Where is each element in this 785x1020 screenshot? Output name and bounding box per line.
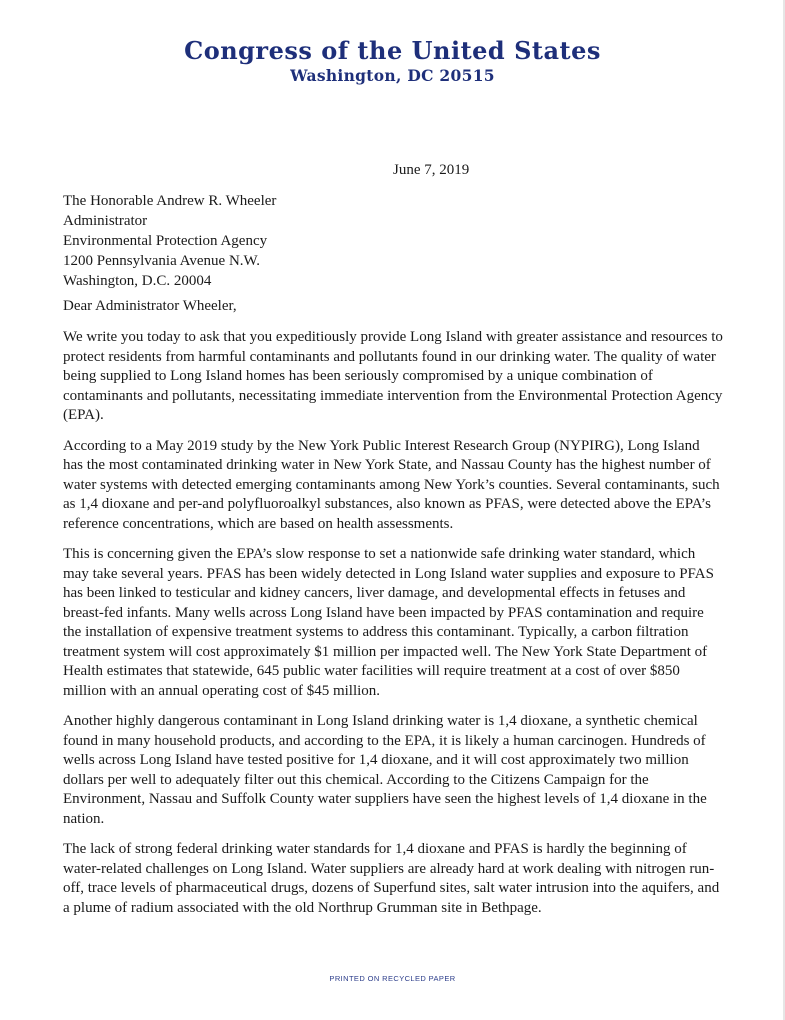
- body-paragraph: Another highly dangerous contaminant in Long Island drinking water is 1,4 dioxane, a synthetic chemical found in many household products, and according to the EPA, it is likely a human carcinogen. Hundreds of wells across Long Island have tested positive for 1,4 dioxane, and it will cost approximately two million dollars per well to adequately filter out this chemical. According to the Citizens Campaign for the Environment, Nassau and Suffolk County water suppliers have seen the highest levels of 1,4 dioxane in the nation.: [63, 713, 707, 827]
- letter-body: [63, 328, 723, 929]
- addressee-street: 1200 Pennsylvania Avenue N.W.: [63, 253, 261, 269]
- addressee-title: Administrator: [63, 213, 148, 229]
- letterhead-address: Washington, DC 20515: [290, 66, 495, 85]
- recycled-paper-footer: PRINTED ON RECYCLED PAPER: [329, 974, 456, 983]
- addressee-name: The Honorable Andrew R. Wheeler: [63, 193, 277, 209]
- body-paragraph: The lack of strong federal drinking water standards for 1,4 dioxane and PFAS is hardly the beginning of water-related challenges on Long Island. Water suppliers are already hard at work dealing with nitrogen run-off, trace levels of pharmaceutical drugs, dozens of Superfund sites, salt water intrusion into the aquifers, and a plume of radium associated with the old Northrup Grumman site in Bethpage.: [63, 841, 720, 916]
- addressee-block: [63, 191, 276, 291]
- body-paragraph: According to a May 2019 study by the New York Public Interest Research Group (NYPIRG), Long Island has the most contaminated drinking water in New York State, and Nassau County has the highest number of water systems with detected emerging contaminants among New York’s counties. Several contaminants, such as 1,4 dioxane and per-and polyfluoroalkyl substances, also known as PFAS, were detected above the EPA’s reference concentrations, which are based on health assessments.: [63, 437, 720, 532]
- addressee-city: Washington, D.C. 20004: [63, 273, 212, 289]
- letterhead-title: Congress of the United States: [184, 36, 601, 65]
- addressee-agency: Environmental Protection Agency: [63, 233, 268, 249]
- body-paragraph: This is concerning given the EPA’s slow response to set a nationwide safe drinking water standard, which may take several years. PFAS has been widely detected in Long Island water supplies and exposure to PFAS has been linked to testicular and kidney cancers, liver damage, and developmental effects in fetuses and breast-fed infants. Many wells across Long Island have been impacted by PFAS contamination and require the installation of expensive treatment systems to address this contaminant. Typically, a carbon filtration treatment system will cost approximately $1 million per impacted well. The New York State Department of Health estimates that statewide, 645 public water facilities will require treatment at a cost of over $850 million with an annual operating cost of $45 million.: [63, 546, 714, 699]
- letter-date: June 7, 2019: [393, 162, 470, 178]
- salutation: Dear Administrator Wheeler,: [63, 298, 237, 314]
- body-paragraph: We write you today to ask that you expeditiously provide Long Island with greater assistance and resources to protect residents from harmful contaminants and pollutants found in our drinking water. The quality of water being supplied to Long Island homes has been seriously compromised by a unique combination of contaminants and pollutants, necessitating immediate intervention from the Environmental Protection Agency (EPA).: [63, 329, 723, 423]
